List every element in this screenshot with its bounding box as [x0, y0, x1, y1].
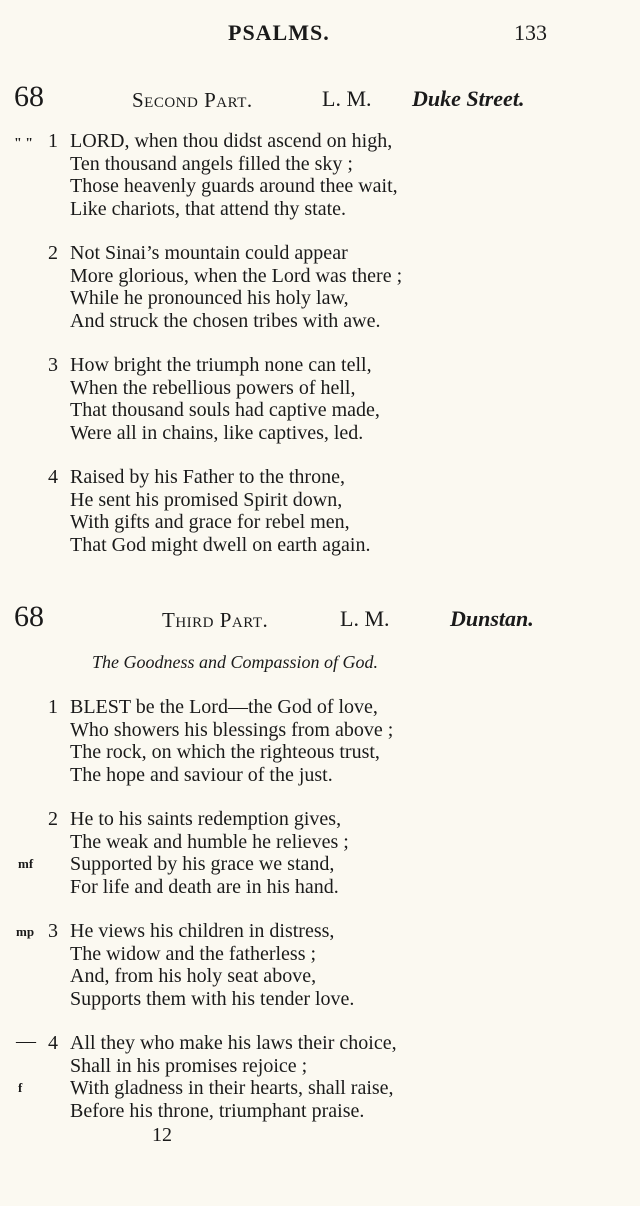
stanza-number: 3 — [48, 354, 58, 376]
verse-line: He sent his promised Spirit down, — [70, 488, 343, 511]
verse-line: He to his saints redemption gives, — [70, 808, 342, 830]
stanza-number: 2 — [48, 808, 58, 830]
stanza — [0, 1032, 640, 1122]
verse-line: That God might dwell on earth again. — [70, 533, 371, 556]
stanza-number: 2 — [48, 242, 58, 264]
stanza — [0, 920, 640, 1010]
page-number: 133 — [514, 20, 547, 45]
stanza — [0, 242, 640, 332]
verse-line: With gladness in their hearts, shall raise, — [70, 1077, 394, 1099]
verse-line: Who showers his blessings from above ; — [70, 718, 394, 741]
running-head — [0, 18, 640, 50]
stanza-number: 4 — [48, 1032, 58, 1054]
verse-line: More glorious, when the Lord was there ; — [70, 264, 403, 287]
verse-line: Shall in his promises rejoice ; — [70, 1054, 308, 1077]
hymn-number: 68 — [14, 80, 44, 113]
verse-line: For life and death are in his hand. — [70, 875, 339, 898]
tune-name: Duke Street. — [412, 86, 525, 111]
stanza-number: 4 — [48, 466, 58, 488]
dynamic-mark-mp: mp — [16, 924, 35, 939]
verse-line: LORD, when thou didst ascend on high, — [70, 130, 393, 152]
stanza-number: 3 — [48, 920, 58, 942]
verse-line: The rock, on which the righteous trust, — [70, 741, 380, 763]
verse-line: The widow and the fatherless ; — [70, 942, 317, 965]
repeat-mark: " " — [14, 136, 34, 151]
verse-line: And, from his holy seat above, — [70, 965, 317, 987]
verse-line: With gifts and grace for rebel men, — [70, 511, 350, 533]
stanza-number: 1 — [48, 130, 58, 152]
part-title: Third Part. — [162, 608, 269, 632]
verse-line: Ten thousand angels filled the sky ; — [70, 152, 353, 175]
signature-mark: 12 — [152, 1124, 172, 1146]
hymn-subtitle: The Goodness and Compassion of God. — [92, 652, 379, 672]
verse-line: All they who make his laws their choice, — [70, 1032, 397, 1054]
verse-line: Before his throne, triumphant praise. — [70, 1099, 365, 1122]
hymn-header-second-part — [0, 80, 640, 116]
verse-line: And struck the chosen tribes with awe. — [70, 309, 381, 332]
verse-line: The weak and humble he relieves ; — [70, 830, 349, 853]
verse-line: Not Sinai’s mountain could appear — [70, 242, 348, 264]
verse-line: Those heavenly guards around thee wait, — [70, 175, 398, 197]
verse-line: While he pronounced his holy law, — [70, 287, 349, 309]
dynamic-mark-dash: — — [16, 1030, 36, 1052]
verse-line: The hope and saviour of the just. — [70, 763, 333, 786]
verse-line: He views his children in distress, — [70, 920, 335, 942]
stanza-number: 1 — [48, 696, 58, 718]
meter: L. M. — [322, 86, 372, 111]
stanza — [0, 466, 640, 556]
dynamic-mark-f: f — [18, 1080, 23, 1095]
running-title: PSALMS. — [228, 20, 330, 45]
verse-line: BLEST be the Lord—the God of love, — [70, 696, 378, 718]
verse-line: Supports them with his tender love. — [70, 987, 355, 1010]
verse-line: Raised by his Father to the throne, — [70, 466, 345, 488]
verse-line: That thousand souls had captive made, — [70, 399, 380, 421]
part-title: Second Part. — [132, 88, 253, 112]
hymn-header-third-part — [0, 600, 640, 636]
tune-name: Dunstan. — [450, 606, 534, 631]
stanza — [0, 130, 640, 220]
meter: L. M. — [340, 606, 390, 631]
stanza — [0, 354, 640, 444]
verse-line: Like chariots, that attend thy state. — [70, 197, 347, 220]
verse-line: Were all in chains, like captives, led. — [70, 421, 364, 444]
dynamic-mark-mf: mf — [18, 856, 34, 871]
stanza — [0, 808, 640, 898]
verse-line: Supported by his grace we stand, — [70, 853, 335, 875]
verse-line: How bright the triumph none can tell, — [70, 354, 372, 376]
verse-line: When the rebellious powers of hell, — [70, 376, 356, 399]
hymn-number: 68 — [14, 600, 44, 633]
stanza — [0, 696, 640, 786]
